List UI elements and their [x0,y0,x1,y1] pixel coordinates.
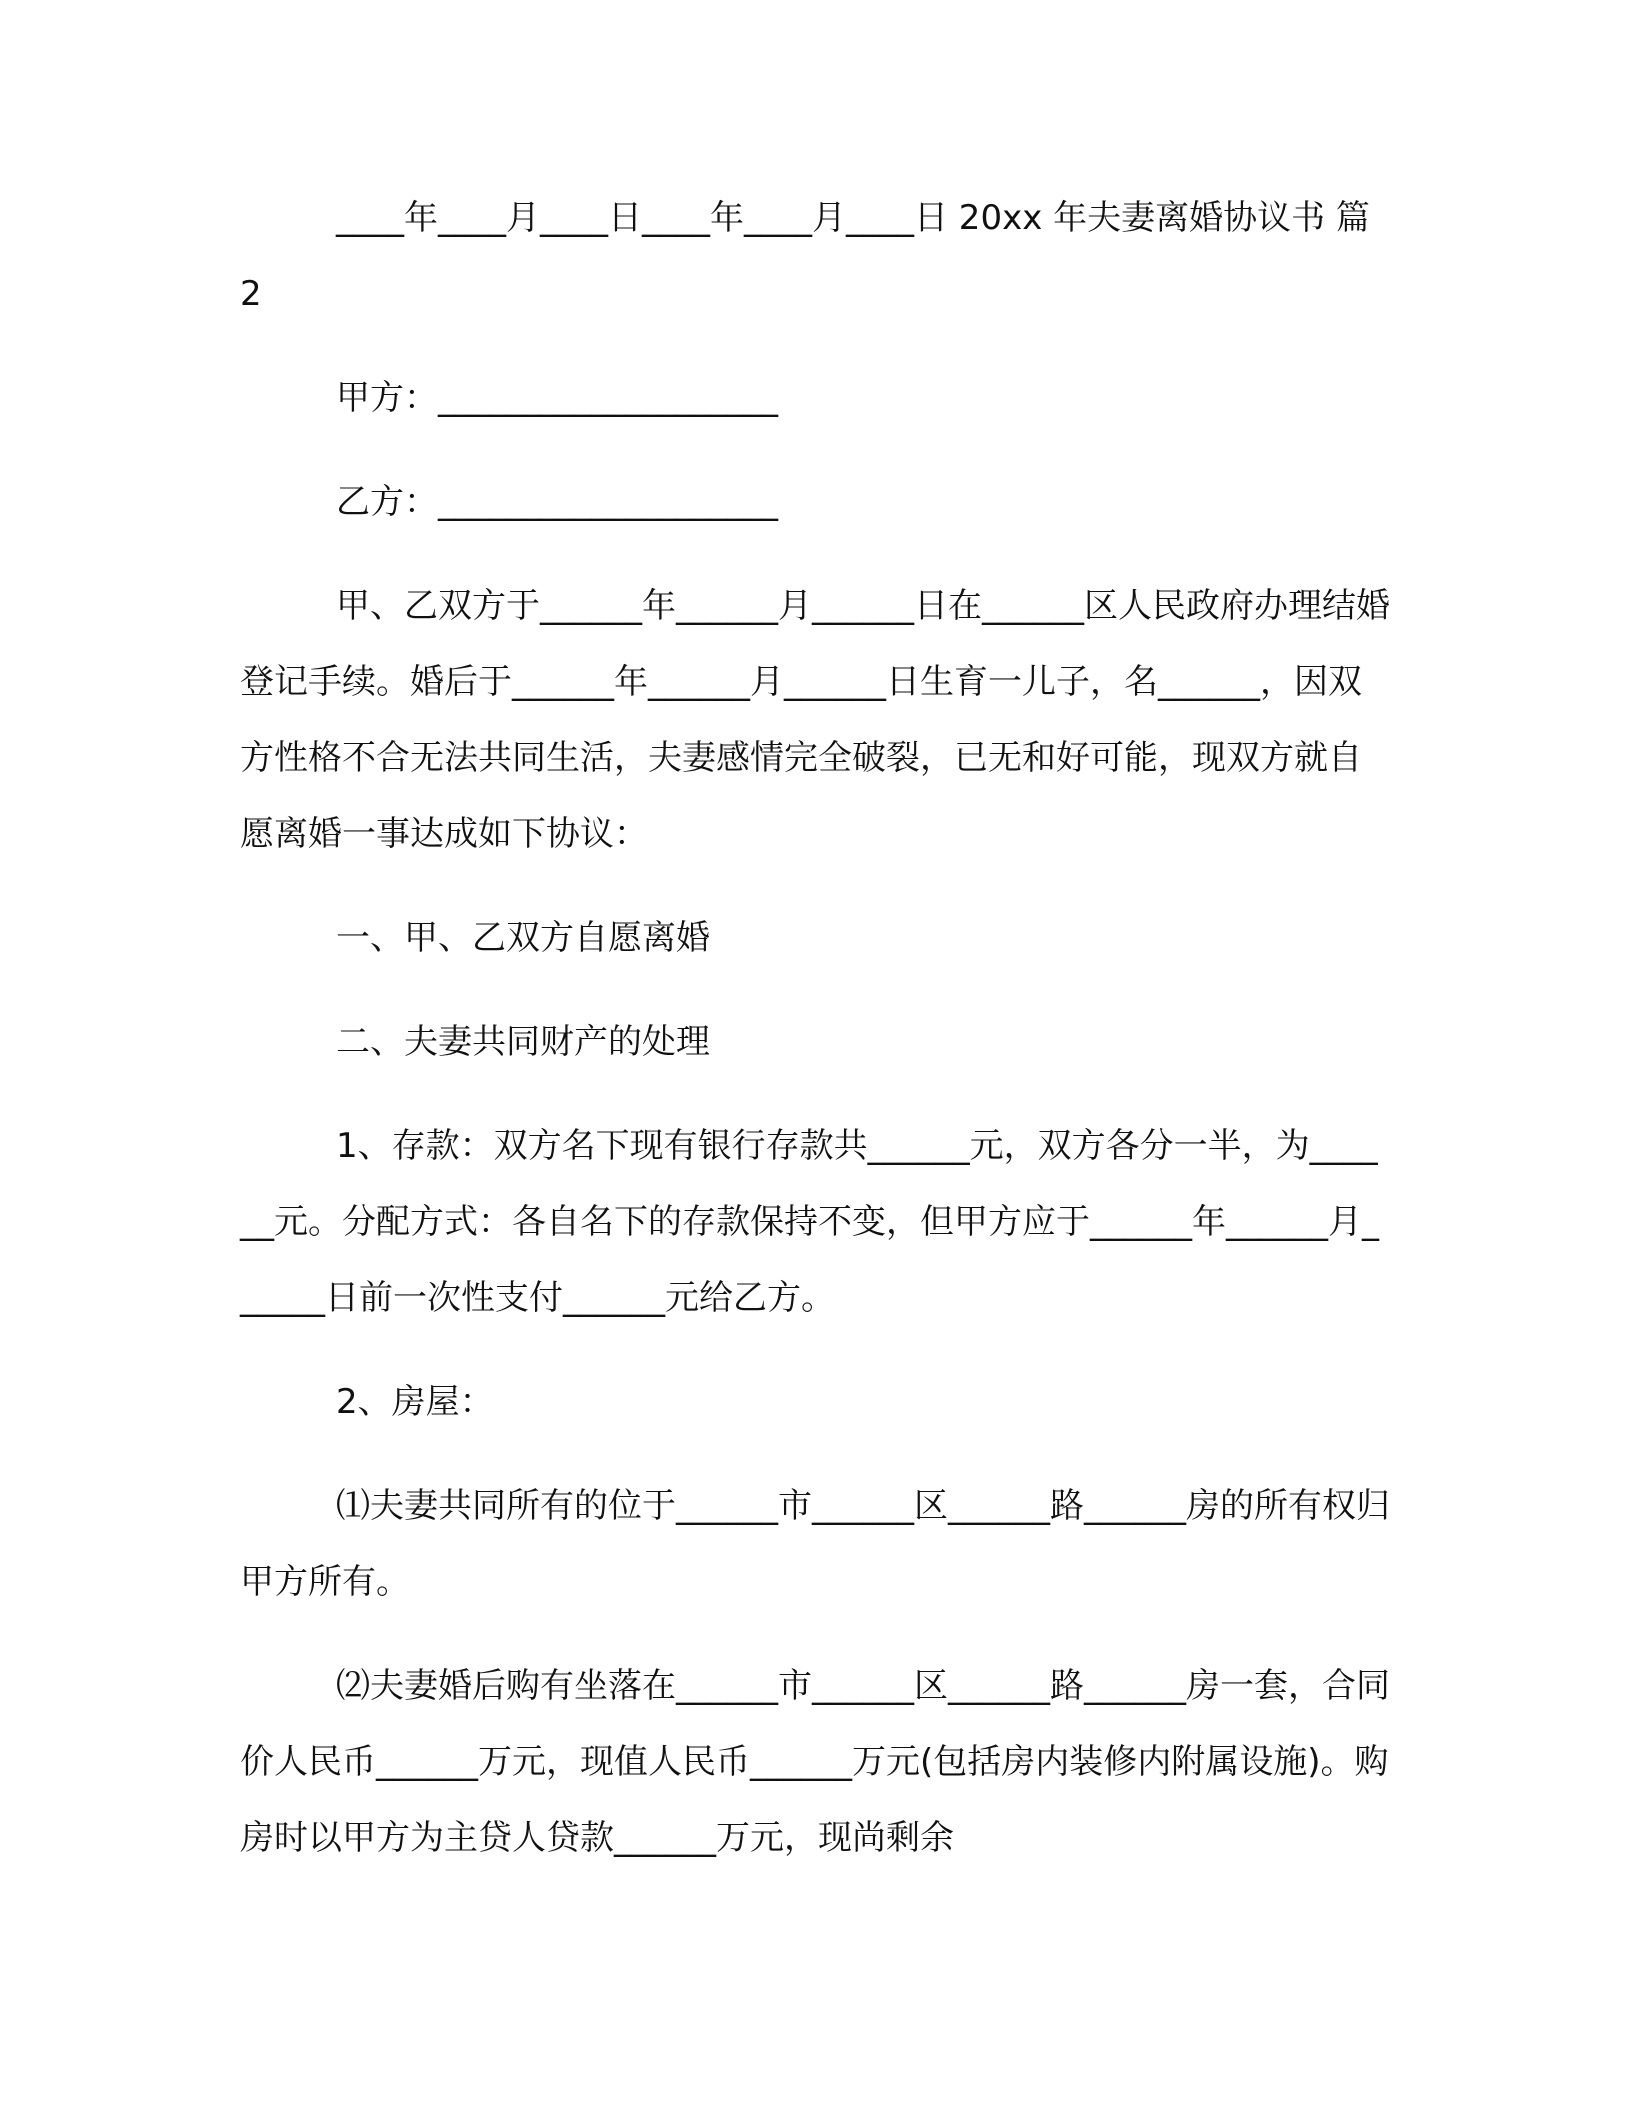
marriage-intro-paragraph: 甲、乙双方于______年______月______日在______区人民政府办理结婚登记手续。婚后于______年______月______日生育一儿子，名______，因双方性格不合无法共同生活，夫妻感情完全破裂，已无和好可能，现双方就自愿离婚一事达成如下协议： [240,586,1390,854]
section-two-heading: 二、夫妻共同财产的处理 [336,1022,710,1062]
title-paragraph: ____年____月____日____年____月____日 20xx 年夫妻离婚协议书 篇 2 [240,198,1370,314]
house-heading: 2、房屋： [336,1382,494,1422]
party-a-line: 甲方：____________________ [336,378,778,418]
house-item-1: ⑴夫妻共同所有的位于______市______区______路______房的所有权归甲方所有。 [240,1486,1390,1602]
document-content [240,180,1392,1902]
deposit-paragraph: 1、存款：双方名下现有银行存款共______元，双方各分一半，为______元。分配方式：各自名下的存款保持不变，但甲方应于______年______月______日前一次性支付______元给乙方。 [240,1126,1379,1318]
party-b-line: 乙方：____________________ [336,482,778,522]
house-item-2: ⑵夫妻婚后购有坐落在______市______区______路______房一套，合同价人民币______万元，现值人民币______万元(包括房内装修内附属设施)。购房时以甲方为主贷人贷款______万元，现尚剩余 [240,1666,1390,1858]
section-one-heading: 一、甲、乙双方自愿离婚 [336,918,710,958]
